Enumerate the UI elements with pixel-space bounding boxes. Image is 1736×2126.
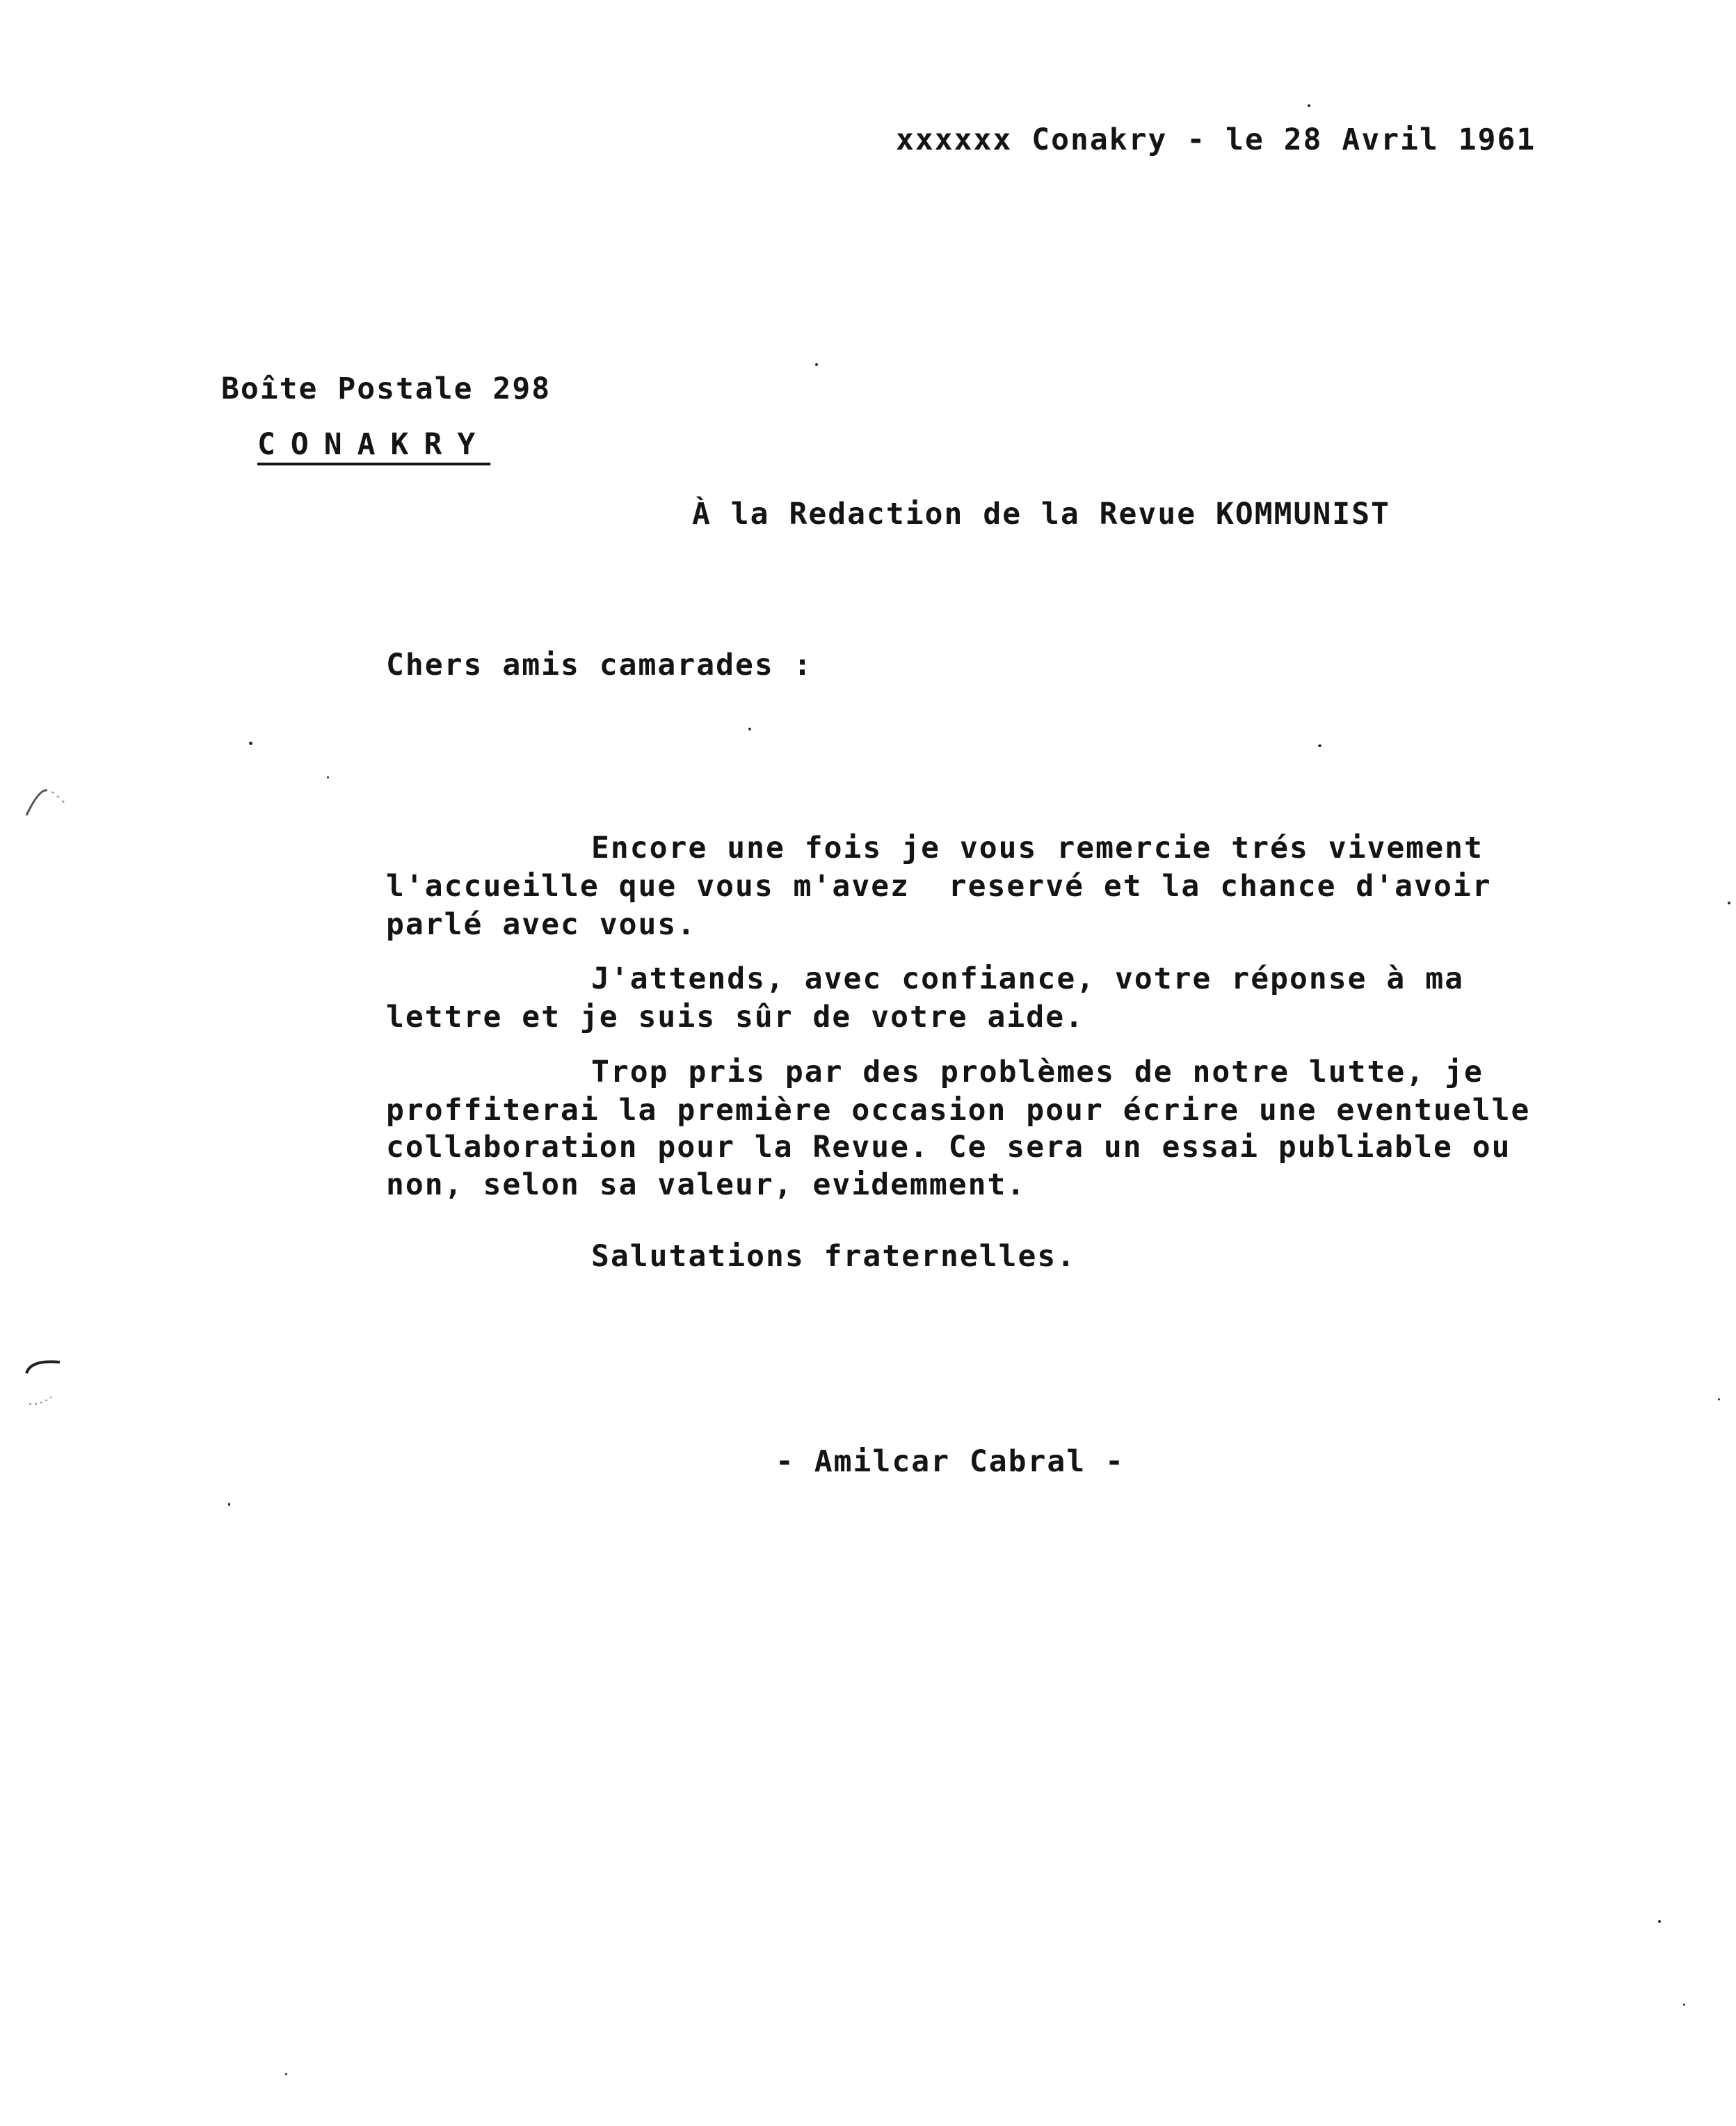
paragraph-2-line-2: lettre et je suis sûr de votre aide. (386, 1000, 1084, 1034)
date-line: xxxxxx Conakry - le 28 Avril 1961 (896, 122, 1536, 157)
scan-speck (815, 363, 818, 366)
scan-speck (1318, 744, 1321, 747)
scan-speck (1683, 2004, 1685, 2006)
salutation: Chers amis camarades : (386, 648, 813, 682)
sender-postal-box: Boîte Postale 298 (221, 371, 552, 406)
signature: - Amilcar Cabral - (775, 1444, 1125, 1479)
paragraph-3-line-1: Trop pris par des problèmes de notre lutte, je (591, 1055, 1484, 1089)
scan-speck (1728, 902, 1730, 904)
paragraph-1-line-2: l'accueille que vous m'avez reservé et la chance d'avoir (386, 869, 1492, 904)
scan-speck (285, 2073, 287, 2075)
paragraph-1-line-3: parlé avec vous. (386, 907, 697, 942)
paragraph-3-line-4: non, selon sa valeur, evidemment. (386, 1167, 1027, 1202)
scan-speck (1658, 1920, 1661, 1923)
scan-speck (249, 742, 252, 745)
scan-speck (1718, 1398, 1720, 1400)
punch-hole-mark-bottom (24, 1354, 72, 1409)
scan-speck (1308, 104, 1310, 107)
paragraph-1-line-1: Encore une fois je vous remercie trés vivement (591, 831, 1484, 865)
paragraph-3-line-2: proffiterai la première occasion pour écrire une eventuelle (386, 1093, 1531, 1128)
paragraph-3-line-3: collaboration pour la Revue. Ce sera un essai publiable ou (386, 1130, 1511, 1165)
scan-speck (748, 728, 751, 730)
punch-hole-mark-top (24, 785, 72, 820)
paragraph-2-line-1: J'attends, avec confiance, votre réponse à ma (591, 961, 1464, 996)
sender-city: CONAKRY (257, 427, 491, 462)
scan-speck (228, 1503, 230, 1506)
recipient-line: À la Redaction de la Revue KOMMUNIST (692, 497, 1390, 532)
scan-speck (327, 776, 329, 778)
closing: Salutations fraternelles. (591, 1239, 1077, 1274)
